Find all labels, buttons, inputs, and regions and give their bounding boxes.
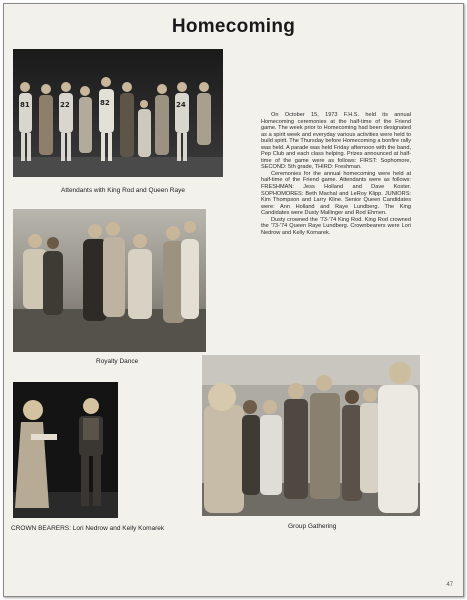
caption-royalty-dance: Royalty Dance — [96, 358, 139, 365]
jersey-number: 82 — [100, 99, 110, 107]
page-number: 47 — [446, 582, 453, 588]
jersey-number: 22 — [60, 101, 70, 109]
royalty-dance-photo — [13, 209, 206, 352]
page-title: Homecoming — [171, 16, 296, 37]
article-text — [261, 112, 411, 236]
article-paragraph: Dusty crowned the '73-'74 King Rod. King Rod crowned the '73-'74 Queen Raye Lundberg. Crownbearers were Lori Nedrow and Kelly Komarek. — [261, 216, 411, 236]
group-gathering-photo — [202, 355, 420, 516]
jersey-number: 81 — [20, 101, 30, 109]
yearbook-page — [3, 3, 464, 597]
jersey-number: 24 — [176, 101, 186, 109]
attendants-photo — [13, 49, 223, 177]
caption-attendants: Attendants with King Rod and Queen Raye — [61, 187, 185, 194]
caption-group-gathering: Group Gathering — [288, 523, 337, 530]
article-paragraph: On October 15, 1973 F.H.S. held its annual Homecoming ceremonies at the half-time of the Friend game. The week prior to Homecoming had been designated as a spirit week and everyday various activities were held to build spirit. The Thursday before Homecoming a bonfire rally was held. A parade was held Friday afternoon with the band, Pep Club and each class helping. Prizes announced at half-time of the game were as follows: FIRST: Sophomore, SECOND: 5th grade, THIRD: Freshman. — [261, 112, 411, 171]
article-paragraph: Ceremonies for the annual homecoming were held at half-time of the Friend game. Attendants were as follows: FRESHMAN: Jess Holland and Dave Koster. SOPHOMORES: Beth Machal and LeRoy Klipp. JUNIORS: Kim Thompson and Larry Kline. Senior Queen Candidates were: Ann Holland and Raye Lundberg. The King Candidates were Dusty Mallinger and Rod Ehmen. — [261, 170, 411, 217]
caption-crown-bearers: CROWN BEARERS: Lori Nedrow and Kelly Komarek — [11, 525, 165, 532]
crown-bearers-photo — [13, 382, 118, 518]
